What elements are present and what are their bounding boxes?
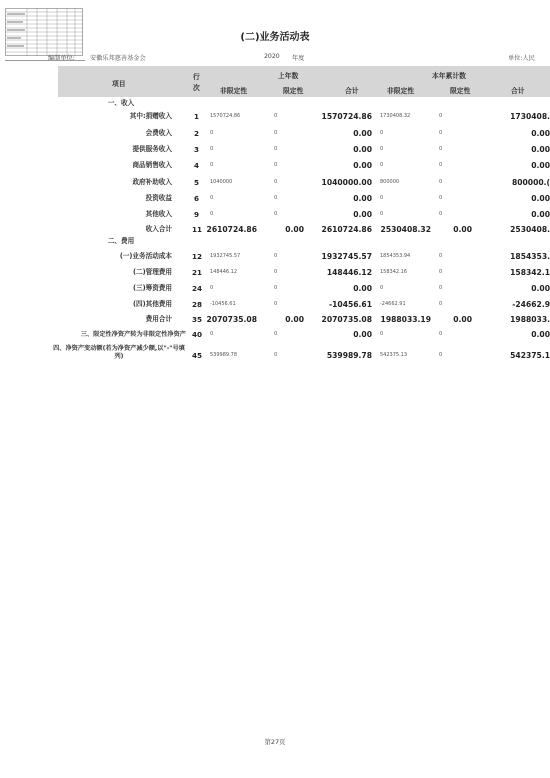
curr-unrestricted: 0 (380, 331, 384, 337)
prev-unrestricted: 0 (210, 195, 214, 201)
header-curr-total: 合计 (511, 87, 525, 95)
prev-restricted: 0 (274, 253, 278, 259)
curr-unrestricted: 0 (380, 146, 384, 152)
prev-unrestricted: 0 (210, 130, 214, 136)
row-no: 1 (194, 112, 200, 121)
prev-total: 1040000.00 (321, 178, 372, 187)
curr-restricted: 0 (439, 331, 443, 337)
table-header (58, 66, 550, 97)
curr-restricted: 0 (439, 162, 443, 168)
table-row (0, 192, 550, 205)
curr-total: 0.00 (531, 210, 550, 219)
curr-total: 1730408. (510, 112, 550, 121)
row-label: 其他收入 (145, 210, 172, 218)
curr-total: 1988033. (510, 315, 550, 324)
prev-total: 0.00 (353, 129, 372, 138)
header-prev-restricted: 限定性 (283, 87, 304, 95)
curr-restricted: 0 (439, 113, 443, 119)
prev-unrestricted: 2610724.86 (206, 225, 257, 234)
curr-unrestricted: 2530408.32 (380, 225, 431, 234)
curr-restricted: 0 (439, 211, 443, 217)
curr-unrestricted: 1988033.19 (380, 315, 431, 324)
header-curr-restricted: 限定性 (450, 87, 471, 95)
prev-unrestricted: 1932745.57 (210, 253, 241, 259)
curr-restricted: 0 (439, 285, 443, 291)
table-row (0, 298, 550, 311)
prev-restricted: 0.00 (285, 315, 304, 324)
prev-total: -10456.61 (328, 300, 372, 309)
header-prev-unrestricted: 非限定性 (220, 87, 248, 95)
row-label: 提供服务收入 (132, 145, 172, 153)
prev-unrestricted: 1040000 (210, 179, 233, 185)
report-year-suffix: 年度 (292, 55, 305, 62)
curr-total: 0.00 (531, 194, 550, 203)
curr-unrestricted: 542375.13 (380, 352, 408, 358)
report-year: 2020 (264, 53, 280, 60)
row-no: 40 (192, 330, 203, 339)
header-curr-unrestricted: 非限定性 (387, 87, 415, 95)
prev-total: 0.00 (353, 284, 372, 293)
header-divider (5, 60, 85, 61)
row-no: 9 (194, 210, 200, 219)
prev-unrestricted: 0 (210, 162, 214, 168)
page-title: (二)业务活动表 (240, 32, 310, 43)
prev-total: 0.00 (353, 210, 372, 219)
prev-total: 0.00 (353, 161, 372, 170)
curr-total: 1854353. (510, 252, 550, 261)
curr-restricted: 0 (439, 301, 443, 307)
prev-restricted: 0 (274, 301, 278, 307)
curr-unrestricted: 1730408.32 (380, 113, 411, 119)
prev-unrestricted: 0 (210, 285, 214, 291)
row-label: 收入合计 (145, 225, 172, 233)
curr-unrestricted: 1854353.94 (380, 253, 411, 259)
row-no: 21 (192, 268, 203, 277)
prev-unrestricted: 0 (210, 211, 214, 217)
prev-total: 1932745.57 (321, 252, 372, 261)
prev-unrestricted: 539989.78 (210, 352, 238, 358)
row-label: (一)业务活动成本 (119, 252, 172, 260)
curr-restricted: 0 (439, 130, 443, 136)
curr-total: 2530408. (510, 225, 550, 234)
curr-total: -24662.9 (512, 300, 550, 309)
row-no: 4 (194, 161, 200, 170)
table-row (0, 110, 550, 123)
prev-total: 2610724.86 (321, 225, 372, 234)
curr-restricted: 0 (439, 352, 443, 358)
page-number: 第27页 (264, 738, 286, 746)
row-label: 一、收入 (107, 99, 135, 107)
prev-unrestricted: 148446.12 (210, 269, 238, 275)
table-row (0, 250, 550, 263)
prev-total: 539989.78 (326, 351, 372, 360)
row-no: 3 (194, 145, 200, 154)
curr-total: 800000.( (511, 178, 550, 187)
header-prev-total: 合计 (345, 87, 359, 95)
curr-restricted: 0 (439, 179, 443, 185)
curr-unrestricted: 158342.16 (380, 269, 408, 275)
prev-total: 1570724.86 (321, 112, 372, 121)
row-no: 6 (194, 194, 200, 203)
row-label: 投资收益 (145, 194, 172, 202)
row-label: (二)管理费用 (133, 268, 172, 276)
row-no: 2 (194, 129, 200, 138)
row-label: 商品销售收入 (132, 161, 172, 169)
table-row (0, 266, 550, 279)
table-row (0, 97, 550, 110)
header-curr-year: 本年累计数 (432, 72, 466, 80)
prev-restricted: 0 (274, 285, 278, 291)
row-label: 其中:捐赠收入 (129, 112, 172, 120)
table-row (0, 127, 550, 140)
table-row (0, 345, 550, 365)
curr-total: 0.00 (531, 145, 550, 154)
row-label: 三、限定性净资产转为非限定性净资产 (80, 331, 186, 338)
prev-total: 0.00 (353, 330, 372, 339)
prev-restricted: 0.00 (285, 225, 304, 234)
row-no: 12 (192, 252, 203, 261)
row-no: 45 (192, 351, 203, 360)
row-no: 11 (192, 225, 203, 234)
curr-restricted: 0.00 (453, 225, 472, 234)
header-seq-line2: 次 (193, 84, 200, 92)
curr-restricted: 0 (439, 146, 443, 152)
prev-unrestricted: 0 (210, 331, 214, 337)
curr-unrestricted: 0 (380, 162, 384, 168)
prev-restricted: 0 (274, 113, 278, 119)
table-row (0, 143, 550, 156)
curr-unrestricted: -24662.91 (380, 301, 406, 307)
curr-total: 0.00 (531, 129, 550, 138)
curr-unrestricted: 0 (380, 211, 384, 217)
table-row (0, 328, 550, 341)
row-no: 5 (194, 178, 200, 187)
table-row (0, 176, 550, 189)
prev-total: 0.00 (353, 145, 372, 154)
prev-restricted: 0 (274, 195, 278, 201)
org-name: 安徽乐邦慈善基金会 (90, 55, 146, 62)
row-label: (四)其他费用 (133, 300, 172, 308)
curr-restricted: 0 (439, 195, 443, 201)
prev-restricted: 0 (274, 179, 278, 185)
row-label: 会费收入 (145, 129, 172, 137)
row-label: 政府补助收入 (132, 178, 172, 186)
prev-unrestricted: 2070735.08 (206, 315, 257, 324)
prev-restricted: 0 (274, 130, 278, 136)
curr-restricted: 0 (439, 269, 443, 275)
row-label: (三)筹资费用 (133, 284, 172, 292)
table-row-total (0, 313, 550, 326)
curr-total: 158342.1 (510, 268, 550, 277)
row-label: 费用合计 (145, 315, 172, 323)
prev-unrestricted: 0 (210, 146, 214, 152)
org-unit-label: 编制单位: (48, 55, 75, 62)
row-no: 35 (192, 315, 203, 324)
curr-restricted: 0.00 (453, 315, 472, 324)
table-row (0, 159, 550, 172)
table-row (0, 282, 550, 295)
currency-unit: 单位:人民 (508, 55, 535, 62)
row-label: 二、费用 (107, 237, 135, 245)
curr-unrestricted: 0 (380, 195, 384, 201)
prev-unrestricted: -10456.61 (210, 301, 236, 307)
curr-unrestricted: 0 (380, 285, 384, 291)
prev-unrestricted: 1570724.86 (210, 113, 241, 119)
prev-total: 2070735.08 (321, 315, 372, 324)
prev-restricted: 0 (274, 162, 278, 168)
prev-total: 148446.12 (326, 268, 372, 277)
prev-restricted: 0 (274, 211, 278, 217)
row-no: 28 (192, 300, 203, 309)
header-item: 项目 (112, 80, 126, 88)
curr-total: 542375.1 (510, 351, 550, 360)
prev-total: 0.00 (353, 194, 372, 203)
header-prev-year: 上年数 (278, 72, 299, 80)
curr-total: 0.00 (531, 284, 550, 293)
curr-unrestricted: 0 (380, 130, 384, 136)
curr-total: 0.00 (531, 161, 550, 170)
curr-total: 0.00 (531, 330, 550, 339)
curr-unrestricted: 800000 (380, 179, 400, 185)
table-row (0, 235, 550, 248)
prev-restricted: 0 (274, 352, 278, 358)
header-seq-line1: 行 (193, 73, 200, 81)
prev-restricted: 0 (274, 269, 278, 275)
prev-restricted: 0 (274, 146, 278, 152)
table-row (0, 208, 550, 221)
row-label: 四、净资产变动额(若为净资产减少额,以"-"号填列) (53, 345, 185, 360)
row-no: 24 (192, 284, 203, 293)
curr-restricted: 0 (439, 253, 443, 259)
prev-restricted: 0 (274, 331, 278, 337)
